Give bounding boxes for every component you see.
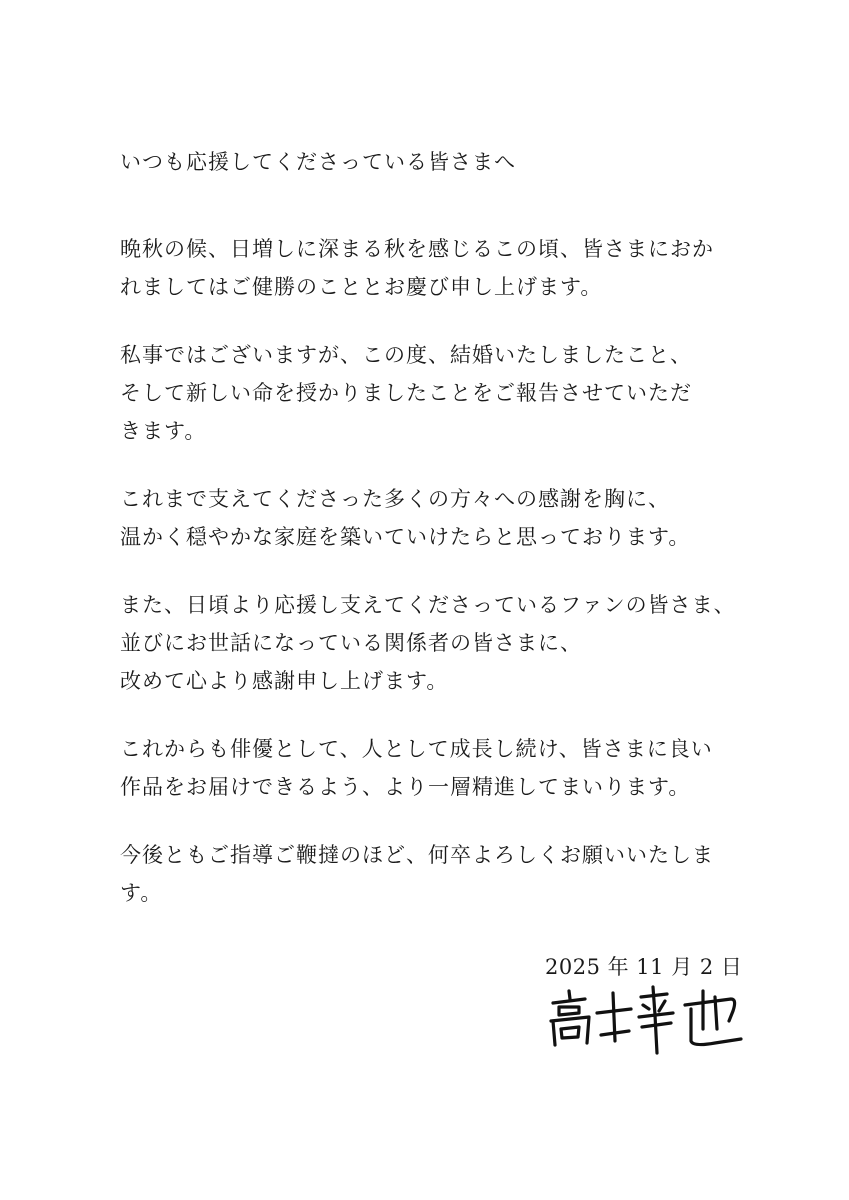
salutation: いつも応援してくださっている皆さまへ xyxy=(120,150,516,174)
paragraph-gratitude xyxy=(120,480,760,556)
paragraph-greeting xyxy=(120,230,760,306)
body-line: 私事ではございますが、この度、結婚いたしましたこと、 xyxy=(120,343,692,367)
body-line: 作品をお届けできるよう、より一層精進してまいります。 xyxy=(120,775,691,799)
signature-drawing xyxy=(545,985,745,1055)
body-line: 今後ともご指導ご鞭撻のほど、何卒よろしくお願いいたしま xyxy=(120,843,714,867)
paragraph-closing xyxy=(120,836,760,912)
body-line: 改めて心より感謝申し上げます。 xyxy=(120,669,449,693)
handwritten-signature xyxy=(545,985,745,1055)
paragraph-thanks-fans xyxy=(120,586,760,700)
paragraph-announcement xyxy=(120,336,760,450)
body-line: きます。 xyxy=(120,419,207,443)
body-line: これからも俳優として、人として成長し続け、皆さまに良い xyxy=(120,737,713,761)
body-line: また、日頃より応援し支えてくださっているファンの皆さま、 xyxy=(120,593,736,617)
paragraph-resolve xyxy=(120,730,760,806)
body-line: す。 xyxy=(120,881,163,905)
body-line: これまで支えてくださった多くの方々への感謝を胸に、 xyxy=(120,487,670,511)
body-line: 晩秋の候、日増しに深まる秋を感じるこの頃、皆さまにおか xyxy=(120,237,714,261)
body-line: そして新しい命を授かりましたことをご報告させていただ xyxy=(120,381,692,405)
body-line: れましてはご健勝のこととお慶び申し上げます。 xyxy=(120,275,603,299)
body-line: 温かく穏やかな家庭を築いていけたらと思っております。 xyxy=(120,525,691,549)
body-line: 並びにお世話になっている関係者の皆さまに、 xyxy=(120,631,582,655)
letter-body xyxy=(120,230,760,942)
letter-date: 2025 年 11 月 2 日 xyxy=(545,955,743,979)
